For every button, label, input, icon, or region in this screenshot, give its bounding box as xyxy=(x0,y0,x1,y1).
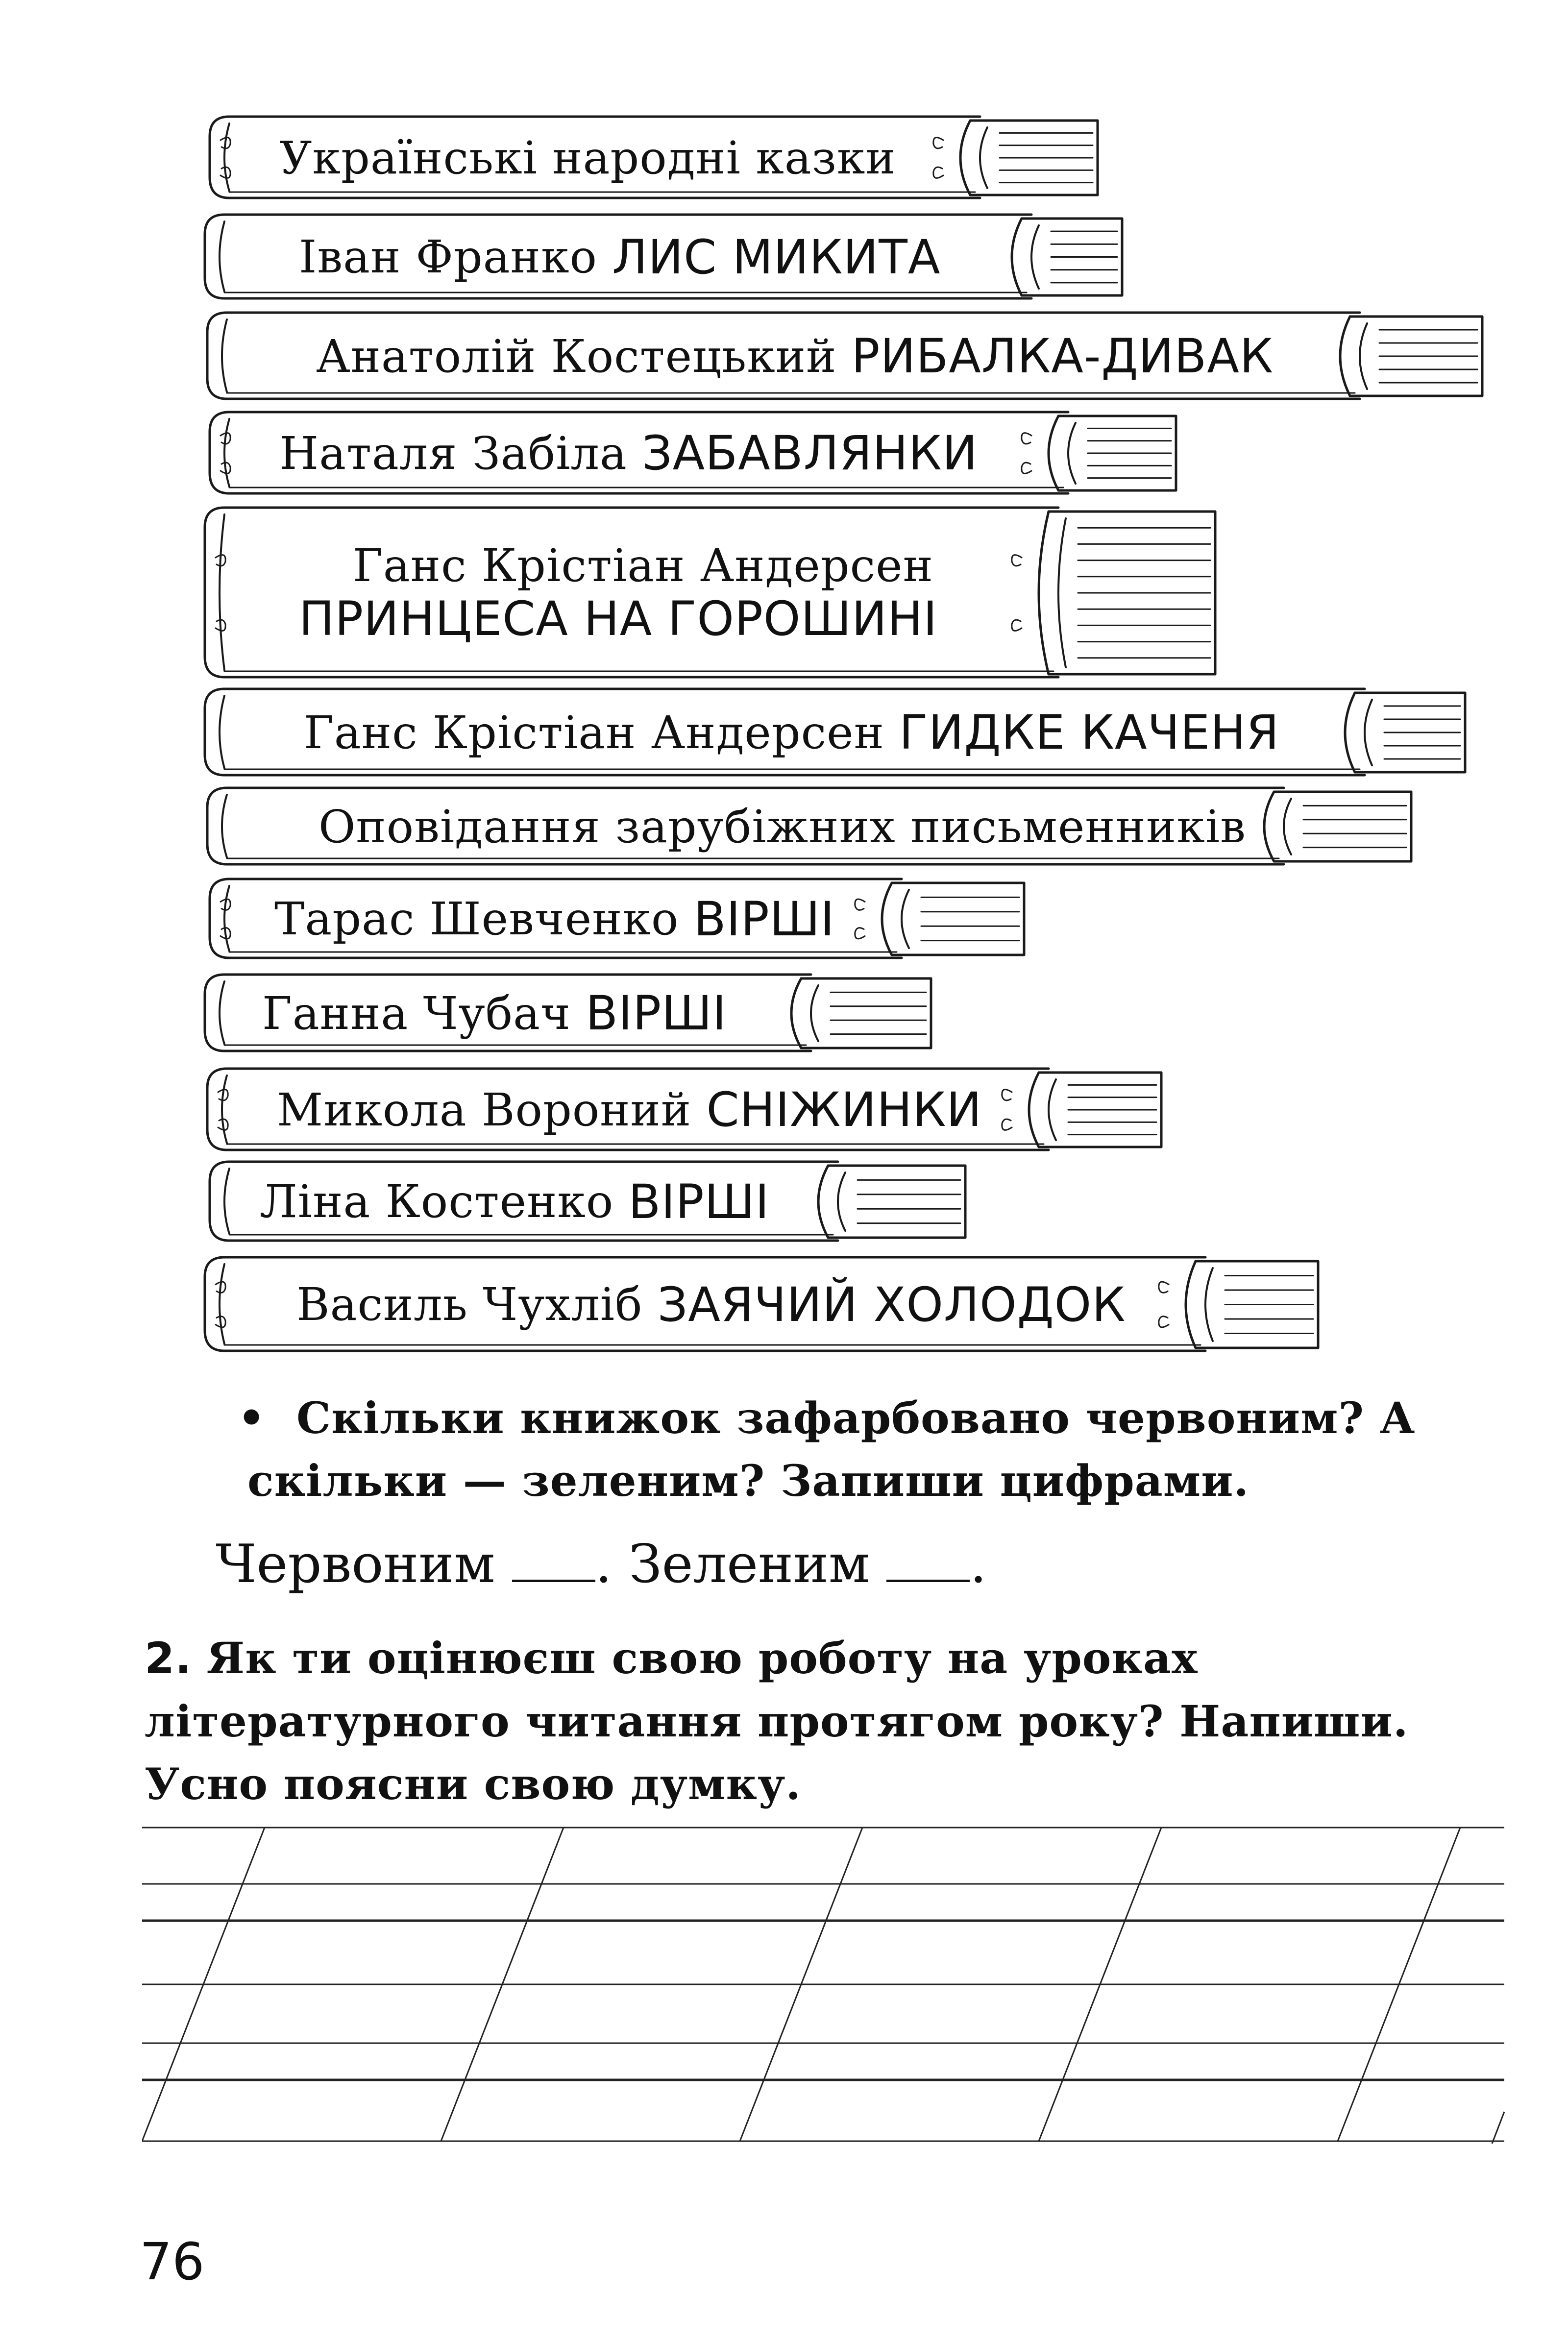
book-chukhlib xyxy=(201,1254,1323,1355)
book-kostenko xyxy=(206,1159,970,1245)
book-author: Василь Чухліб xyxy=(296,1278,643,1331)
book-author: Ганна Чубач xyxy=(262,987,571,1040)
book-zabila xyxy=(206,409,1181,497)
writing-lines[interactable] xyxy=(142,1818,1509,2171)
book-title: ГИДКЕ КАЧЕНЯ xyxy=(899,705,1280,760)
book-kostetskyi xyxy=(203,310,1487,403)
book-author: Ліна Костенко xyxy=(260,1175,614,1228)
book-author: Ганс Крістіан Андерсен xyxy=(353,539,933,592)
book-author: Українські народні казки xyxy=(279,131,896,184)
book-voronyi xyxy=(203,1066,1166,1154)
book-title: ВІРШІ xyxy=(693,891,835,947)
task2-number: 2. xyxy=(145,1633,192,1684)
book-title: ВІРШІ xyxy=(628,1174,770,1229)
book-title: ЛИС МИКИТА xyxy=(612,229,941,285)
book-author: Наталя Забіла xyxy=(279,427,627,480)
book-author: Микола Вороний xyxy=(277,1083,692,1136)
book-title: ВІРШІ xyxy=(586,986,727,1041)
task1-question xyxy=(238,1387,1512,1512)
book-franko xyxy=(201,212,1127,302)
book-author: Анатолій Костецький xyxy=(316,330,837,383)
book-title: ЗАЯЧИЙ ХОЛОДОК xyxy=(657,1277,1126,1332)
book-opovidannia xyxy=(203,785,1416,868)
page-number: 76 xyxy=(140,2232,205,2292)
book-title: ЗАБАВЛЯНКИ xyxy=(642,426,978,481)
task2-question xyxy=(145,1627,1512,1815)
task1-text: Скільки книжок зафарбовано червоним? А скільки — зеленим? Запиши цифрами. xyxy=(247,1392,1416,1506)
end-dot: . xyxy=(970,1534,987,1595)
bullet: • xyxy=(238,1392,266,1443)
book-title: СНІЖИНКИ xyxy=(706,1082,982,1137)
book-ukrainski-kazky xyxy=(206,114,1102,202)
book-andersen-kachenia xyxy=(201,686,1470,779)
green-answer-blank[interactable] xyxy=(886,1536,970,1582)
book-author: Тарас Шевченко xyxy=(274,893,679,945)
book-author: Ганс Крістіан Андерсен xyxy=(304,706,884,759)
book-title: ПРИНЦЕСА НА ГОРОШИНІ xyxy=(299,591,938,646)
book-author: Іван Франко xyxy=(299,231,597,283)
book-author: Оповідання зарубіжних письменників xyxy=(318,800,1246,853)
book-shevchenko xyxy=(206,876,1029,962)
separator: . xyxy=(595,1534,612,1595)
book-title: РИБАЛКА-ДИВАК xyxy=(851,329,1274,384)
book-chubach xyxy=(201,972,936,1055)
task2-text: Як ти оцінюєш свою роботу на уроках літературного читання протягом року? Напиши. Усно поясни свою думку. xyxy=(145,1633,1409,1809)
red-answer-blank[interactable] xyxy=(512,1536,595,1582)
green-label: Зеленим xyxy=(629,1534,870,1595)
red-label: Червоним xyxy=(216,1534,495,1595)
book-andersen-princesa xyxy=(201,505,1220,681)
task1-answers xyxy=(216,1534,987,1595)
